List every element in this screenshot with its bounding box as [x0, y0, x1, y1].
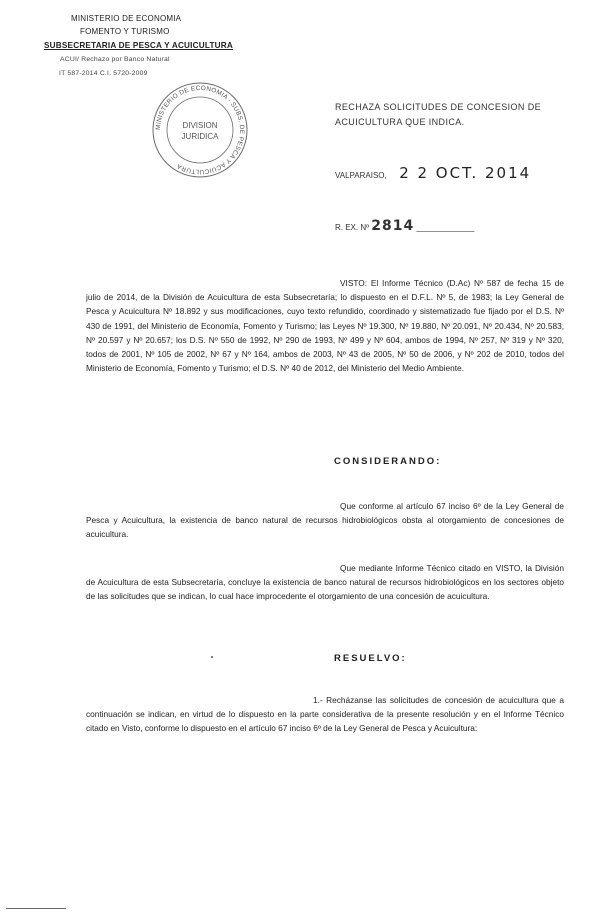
considerando-heading: CONSIDERANDO: — [334, 456, 442, 467]
subsecretaria-name: SUBSECRETARIA DE PESCA Y ACUICULTURA — [44, 41, 234, 50]
stamp-ring-text: MINISTERIO DE ECONOMIA - SUBS. DE PESCA Y ACUICULTURA — [154, 84, 246, 176]
reference-line: ACUI/ Rechazo por Banco Natural — [60, 56, 170, 63]
stamp-center-line1: DIVISION — [182, 121, 218, 130]
resolution-number: R. EX. Nº 2814 _____________ — [335, 218, 475, 234]
place-date — [335, 164, 531, 183]
footer-rule — [6, 908, 66, 909]
considerando-paragraph-2: Que mediante Informe Técnico citado en VISTO, la División de Acuicultura de esta Subsecretaría, concluye la existencia de banco natural de recursos hidrobiológicos en los sectores objeto de las solicitudes que se indican, lo cual hace improcedente el otorgamiento de una concesión de acuicultura. — [86, 563, 564, 602]
date: 2 2 OCT. 2014 — [399, 164, 532, 182]
file-number-line: IT 587-2014 C.I. 5720-2009 — [59, 70, 148, 77]
ministry-name: MINISTERIO DE ECONOMIA — [71, 14, 182, 23]
rex-number: 2814 — [371, 218, 415, 234]
place: VALPARAISO, — [335, 171, 387, 180]
scan-speck — [211, 656, 213, 658]
division-juridica-stamp — [150, 80, 250, 180]
resuelvo-heading: RESUELVO: — [334, 653, 407, 664]
ministry-subtitle: FOMENTO Y TURISMO — [80, 27, 170, 36]
stamp-center-line2: JURIDICA — [181, 132, 219, 141]
visto-paragraph: VISTO: El Informe Técnico (D.Ac) Nº 587 de fecha 15 de julio de 2014, de la División de Acuicultura de esta Subsecretaría; lo dispuesto en el D.F.L. Nº 5, de 1983; la Ley General de Pesca y Acuicultura Nº 18.892 y sus modificaciones, cuyo texto refundido, coordinado y sistematizado fue fijado por el D.S. Nº 430 de 1991, del Ministerio de Economía, Fomento y Turismo; las Leyes Nº 19.300, Nº 19.880, Nº 20.091, Nº 20.434, Nº 20.583, Nº 20.597 y Nº 20.657; los D.S. Nº 550 de 1992, Nº 290 de 1993, Nº 499 y Nº 604, ambos de 1994, Nº 257, Nº 319 y Nº 320, todos de 2001, Nº 105 de 2002, Nº 67 y Nº 164, ambos de 2003, Nº 43 de 2005, Nº 50 de 2006, y Nº 202 de 2010, todos del Ministerio de Economía, Fomento y Turismo; el D.S. Nº 40 de 2012, del Ministerio del Medio Ambiente. — [86, 278, 564, 374]
resolution-subject: RECHAZA SOLICITUDES DE CONCESION DE ACUICULTURA QUE INDICA. — [335, 102, 542, 127]
rex-label: R. EX. Nº — [335, 223, 370, 232]
resuelvo-paragraph-1: 1.- Recházanse las solicitudes de concesión de acuicultura que a continuación se indican, en virtud de lo dispuesto en la parte considerativa de la presente resolución y en el Informe Técnico citado en Visto, conforme lo dispuesto en el artículo 67 inciso 6º de la Ley General de Pesca y Acuicultura: — [86, 695, 564, 734]
considerando-paragraph-1: Que conforme al artículo 67 inciso 6º de la Ley General de Pesca y Acuicultura, la existencia de banco natural de recursos hidrobiológicos obsta al otorgamiento de concesiones de acuicultura. — [86, 501, 564, 540]
